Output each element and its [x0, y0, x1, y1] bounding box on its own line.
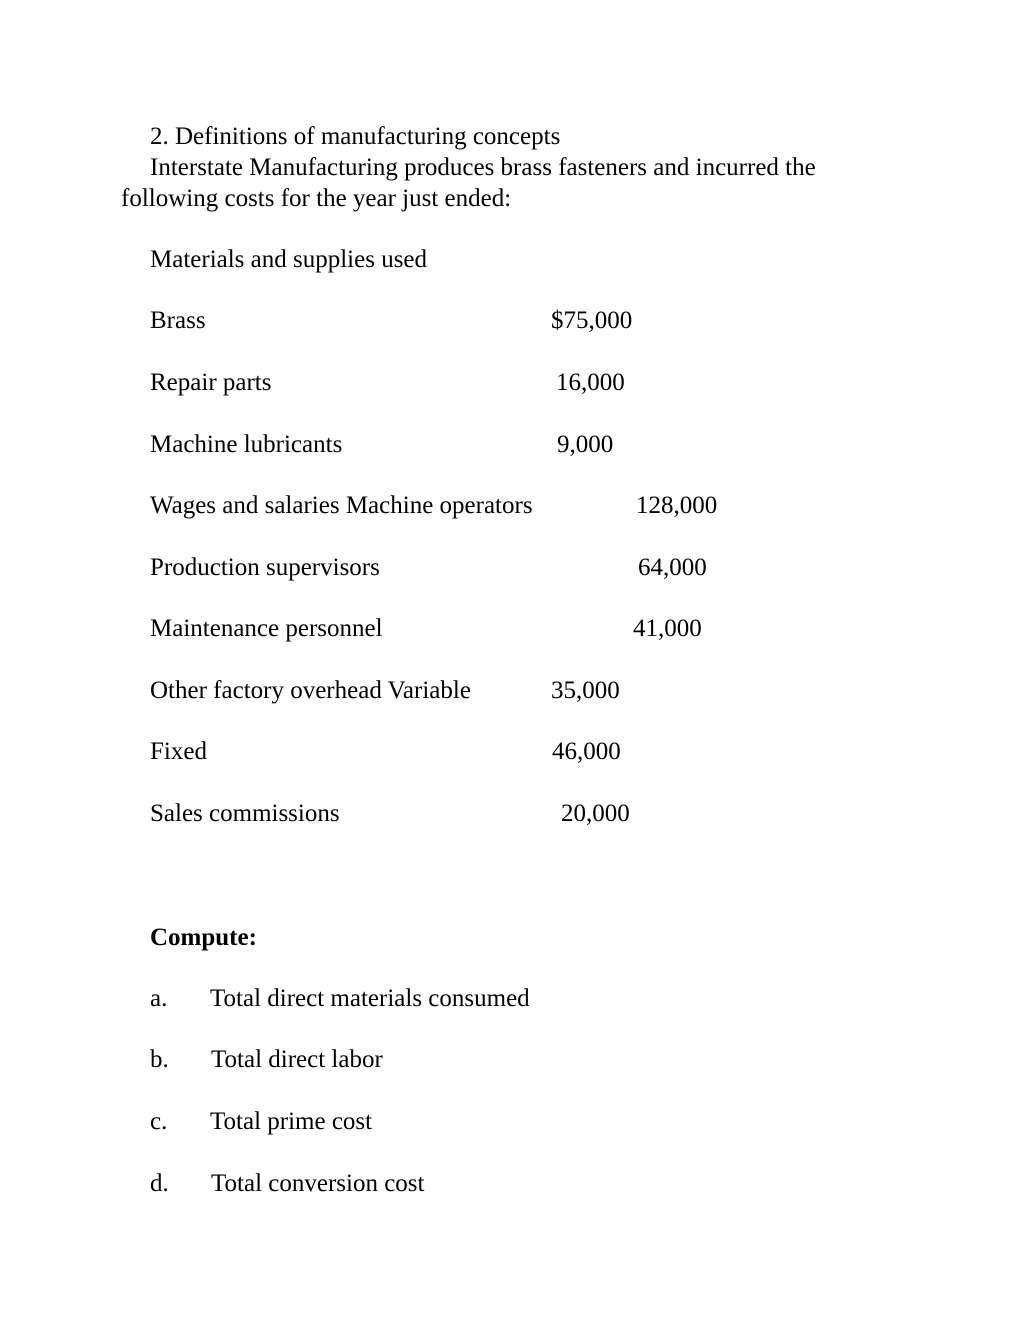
cost-item-amount: $75,000 — [551, 307, 633, 334]
cost-item-amount: 46,000 — [552, 738, 621, 765]
cost-item-label: Sales commissions — [150, 800, 340, 827]
question-letter: d. — [150, 1170, 169, 1197]
compute-heading: Compute: — [150, 924, 257, 951]
question-text: Total conversion cost — [211, 1170, 425, 1197]
section-heading: 2. Definitions of manufacturing concepts — [150, 123, 561, 150]
cost-item-label: Maintenance personnel — [150, 615, 383, 642]
cost-item-label: Machine lubricants — [150, 431, 343, 458]
cost-item-label: Brass — [150, 307, 206, 334]
cost-item-label: Other factory overhead Variable — [150, 677, 471, 704]
cost-item-label: Production supervisors — [150, 554, 380, 581]
question-text: Total direct labor — [211, 1046, 383, 1073]
intro-line-1: Interstate Manufacturing produces brass fasteners and incurred the — [150, 154, 816, 181]
question-text: Total direct materials consumed — [210, 985, 530, 1012]
question-letter: c. — [150, 1108, 168, 1135]
cost-item-amount: 35,000 — [551, 677, 620, 704]
cost-item-amount: 128,000 — [636, 492, 718, 519]
cost-item-label: Wages and salaries Machine operators — [150, 492, 533, 519]
cost-item-amount: 16,000 — [556, 369, 625, 396]
cost-item-amount: 20,000 — [561, 800, 630, 827]
cost-item-amount: 64,000 — [638, 554, 707, 581]
question-letter: b. — [150, 1046, 169, 1073]
cost-item-label: Fixed — [150, 738, 207, 765]
intro-line-2: following costs for the year just ended: — [121, 185, 512, 212]
cost-item-amount: 9,000 — [557, 431, 614, 458]
cost-item-amount: 41,000 — [633, 615, 702, 642]
materials-header: Materials and supplies used — [150, 246, 428, 273]
cost-item-label: Repair parts — [150, 369, 272, 396]
question-letter: a. — [150, 985, 168, 1012]
question-text: Total prime cost — [210, 1108, 373, 1135]
